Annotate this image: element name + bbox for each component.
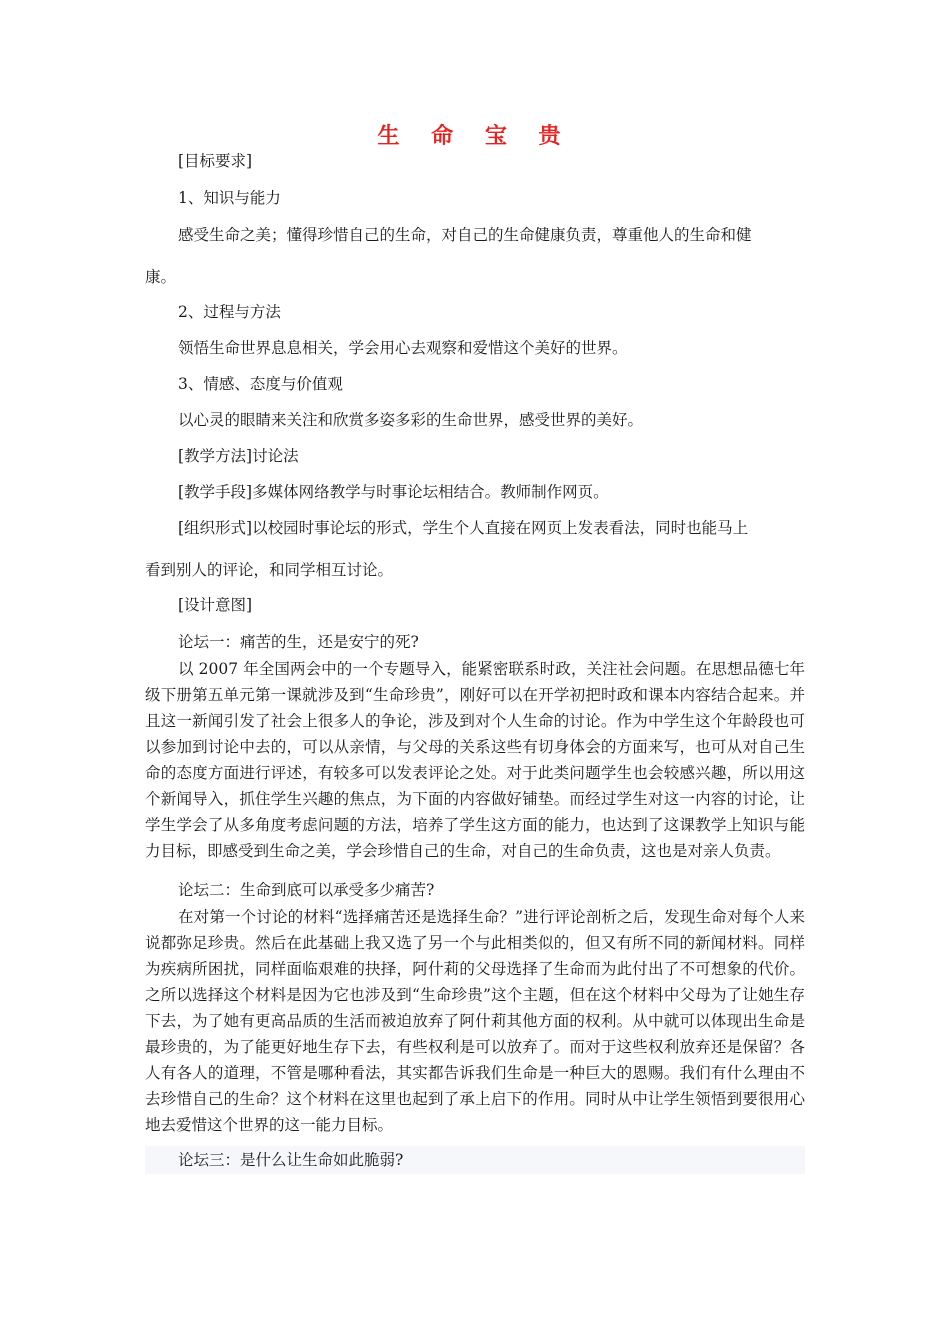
form-line1: [组织形式]以校园时事论坛的形式，学生个人直接在网页上发表看法，同时也能马上 [178, 519, 749, 537]
item3-text: 以心灵的眼睛来关注和欣赏多姿多彩的生命世界，感受世界的美好。 [178, 411, 644, 429]
method-line: [教学方法]讨论法 [178, 447, 299, 465]
doc-title: 生 命 宝 贵 [377, 124, 573, 149]
item2-text: 领悟生命世界息息相关，学会用心去观察和爱惜这个美好的世界。 [178, 339, 628, 357]
item2-heading: 2、过程与方法 [178, 303, 281, 321]
target-heading: [目标要求] [178, 152, 253, 170]
item1-text-line1: 感受生命之美；懂得珍惜自己的生命，对自己的生命健康负责，尊重他人的生命和健 [178, 226, 752, 244]
forum1-heading: 论坛一：痛苦的生，还是安宁的死? [178, 633, 419, 651]
means-line: [教学手段]多媒体网络教学与时事论坛相结合。教师制作网页。 [178, 483, 609, 501]
item1-heading: 1、知识与能力 [178, 189, 281, 207]
forum2-paragraph: 在对第一个讨论的材料“选择痛苦还是选择生命？”进行评论剖析之后，发现生命对每个人来说都弥足珍贵。然后在此基础上我又选了另一个与此相类似的，但又有所不同的新闻材料。同样为疾病所困扰，同样面临艰难的抉择，阿什莉的父母选择了生命而为此付出了不可想象的代价。之所以选择这个材料是因为它也涉及到“生命珍贵”这个主题，但在这个材料中父母为了让她生存下去，为了她有更高品质的生活而被迫放弃了阿什莉其他方面的权利。从中就可以体现出生命是最珍贵的，为了能更好地生存下去，有些权利是可以放弃了。而对于这些权利放弃还是保留？各人有各人的道理，不管是哪种看法，其实都告诉我们生命是一种巨大的恩赐。我们有什么理由不去珍惜自己的生命？这个材料在这里也起到了承上启下的作用。同时从中让学生领悟到要很用心地去爱惜这个世界的这一能力目标。 [145, 908, 805, 1134]
forum3-heading: 论坛三：是什么让生命如此脆弱? [178, 1151, 404, 1169]
item3-heading: 3、情感、态度与价值观 [178, 375, 343, 393]
form-line2: 看到别人的评论，和同学相互讨论。 [145, 561, 394, 579]
design-heading: [设计意图] [178, 596, 253, 614]
forum2-heading: 论坛二：生命到底可以承受多少痛苦? [178, 881, 435, 899]
item1-text-line2: 康。 [145, 268, 177, 286]
forum1-paragraph: 以 2007 年全国两会中的一个专题导入，能紧密联系时政，关注社会问题。在思想品德七年级下册第五单元第一课就涉及到“生命珍贵”，刚好可以在开学初把时政和课本内容结合起来。并且这一新闻引发了社会上很多人的争论，涉及到对个人生命的讨论。作为中学生这个年龄段也可以参加到讨论中去的，可以从亲情，与父母的关系这些有切身体会的方面来写，也可从对自己生命的态度方面进行评述，有较多可以发表评论之处。对于此类问题学生也会较感兴趣，所以用这个新闻导入，抓住学生兴趣的焦点，为下面的内容做好铺垫。而经过学生对这一内容的讨论，让学生学会了从多角度考虑问题的方法，培养了学生这方面的能力，也达到了这课教学上知识与能力目标，即感受到生命之美，学会珍惜自己的生命，对自己的生命负责，这也是对亲人负责。 [145, 660, 805, 860]
